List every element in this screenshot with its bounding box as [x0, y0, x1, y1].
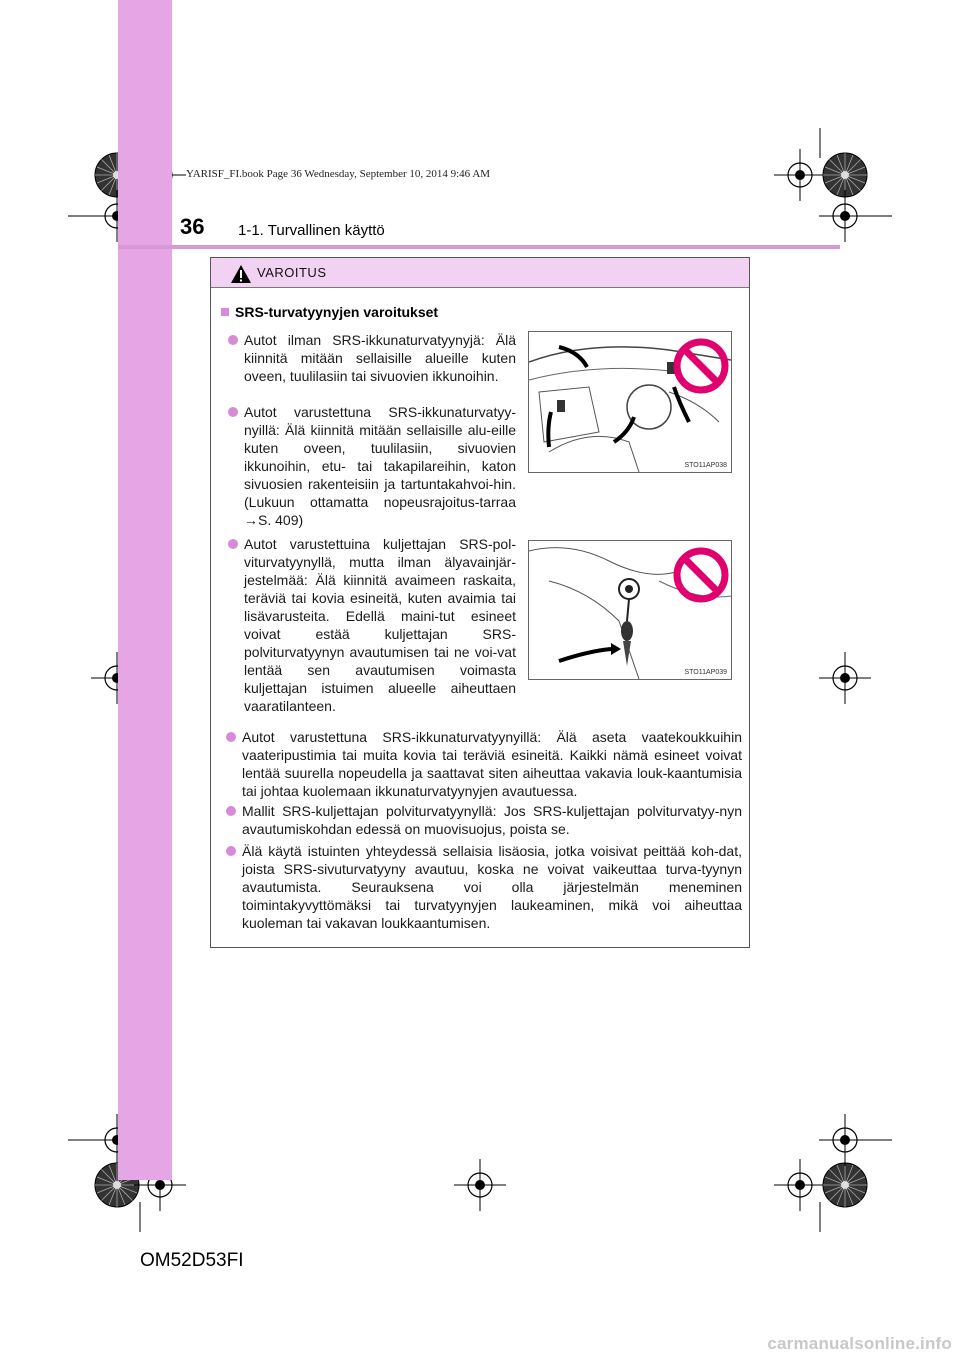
- bullet-dot-icon: [228, 539, 238, 549]
- crosshair-mark: [774, 149, 826, 201]
- section-title: 1-1. Turvallinen käyttö: [238, 222, 385, 239]
- warning-label: VAROITUS: [257, 265, 327, 280]
- warning-box: [210, 257, 750, 948]
- warning-bullet: [242, 802, 742, 838]
- footer-code: OM52D53FI: [140, 1250, 244, 1271]
- warning-bullet: [242, 728, 742, 800]
- key-illustration: [529, 541, 731, 679]
- bullet-text: Älä käytä istuinten yhteydessä sellaisia lisäosia, jotka voisivat peittää koh-dat, joista SRS-sivuturvatyyny avautuu, koska ne voivat vaikeuttaa turva-tyynyn avautumista. Seurauksena voi olla järjestelmän meneminen toimintakyvyttömäksi tai turvatyynyjen laukeaminen, mikä voi aiheuttaa kuoleman tai vakavan loukkaantumisen.: [242, 843, 742, 931]
- square-bullet-icon: [221, 308, 229, 316]
- warning-bullet: [242, 842, 742, 932]
- bullet-text: Autot varustettuna SRS-ikkunaturvatyynyillä: Älä aseta vaatekoukkuihin vaateripustimia tai muita kovia tai teräviä esineitä. Kaikki nämä esineet voivat lentää suurella nopeudella ja saattavat siten aiheuttaa vakavia louk-kaantumisia tai johtaa kuolemaan ikkunaturvatyynyjen avautuessa.: [242, 729, 742, 799]
- warning-triangle-icon: [230, 264, 252, 284]
- warning-heading-text: SRS-turvatyynyjen varoitukset: [235, 304, 439, 320]
- crosshair-mark: [819, 652, 871, 704]
- figure-code: STO11AP038: [684, 462, 727, 469]
- warning-heading: [221, 304, 438, 320]
- figure-interior-airbag: [528, 331, 732, 473]
- figure-code: STO11AP039: [684, 669, 727, 676]
- warning-bullet: [244, 535, 516, 715]
- bullet-text: Autot varustettuina kuljettajan SRS-pol-viturvatyynyllä, mutta ilman älyavainjär-jestelmää: Älä kiinnitä avaimeen raskaita, teräviä tai kovia esineitä, kuten avaimia tai lisävarusteita. Edellä maini-tut esineet voivat estää kuljettajan SRS-polviturvatyynyn avautumisen tai ne voi-vat lentää sen avautumisen voimasta kuljettajan istuimen alueelle aiheuttaen vaaratilanteen.: [244, 536, 516, 714]
- chapter-sidebar: [118, 0, 172, 1180]
- bullet-dot-icon: [226, 732, 236, 742]
- warning-header: [211, 258, 749, 288]
- crosshair-mark: [774, 1159, 826, 1211]
- sunburst-mark: [823, 1163, 867, 1207]
- page-number: 36: [180, 214, 205, 239]
- bullet-text: Autot ilman SRS-ikkunaturvatyynyjä: Älä kiinnitä mitään sellaisille alueille kuten oveen, tuulilasiin tai sivuovien ikkunoihin.: [244, 332, 516, 384]
- bullet-dot-icon: [226, 806, 236, 816]
- warning-bullet: [244, 403, 516, 529]
- figure-key-knee-airbag: [528, 540, 732, 680]
- header-rule: [118, 245, 840, 249]
- bullet-dot-icon: [228, 335, 238, 345]
- bullet-text: Mallit SRS-kuljettajan polviturvatyynyllä: Jos SRS-kuljettajan polviturvatyy-nyn avautumiskohdan edessä on muovisuojus, poista se.: [242, 803, 742, 837]
- bullet-text: Autot varustettuna SRS-ikkunaturvatyy-nyillä: Älä kiinnitä mitään sellaisille alu-eille kuten oveen, tuulilasiin, sivuovien ikkunoihin, etu- tai takapilareihin, katon sivuosien rakenteisiin ja tartuntakahvoi-hin. (Lukuun ottamatta nopeusrajoitus-tarraa →S. 409): [244, 404, 516, 528]
- interior-illustration: [529, 332, 731, 472]
- bullet-dot-icon: [226, 846, 236, 856]
- crosshair-mark: [454, 1159, 506, 1211]
- book-info: YARISF_FI.book Page 36 Wednesday, September 10, 2014 9:46 AM: [186, 168, 491, 180]
- warning-bullet: [244, 331, 516, 385]
- watermark: carmanualsonline.info: [767, 1334, 952, 1353]
- prohibition-icon: [677, 342, 725, 390]
- prohibition-icon: [677, 551, 725, 599]
- bullet-dot-icon: [228, 407, 238, 417]
